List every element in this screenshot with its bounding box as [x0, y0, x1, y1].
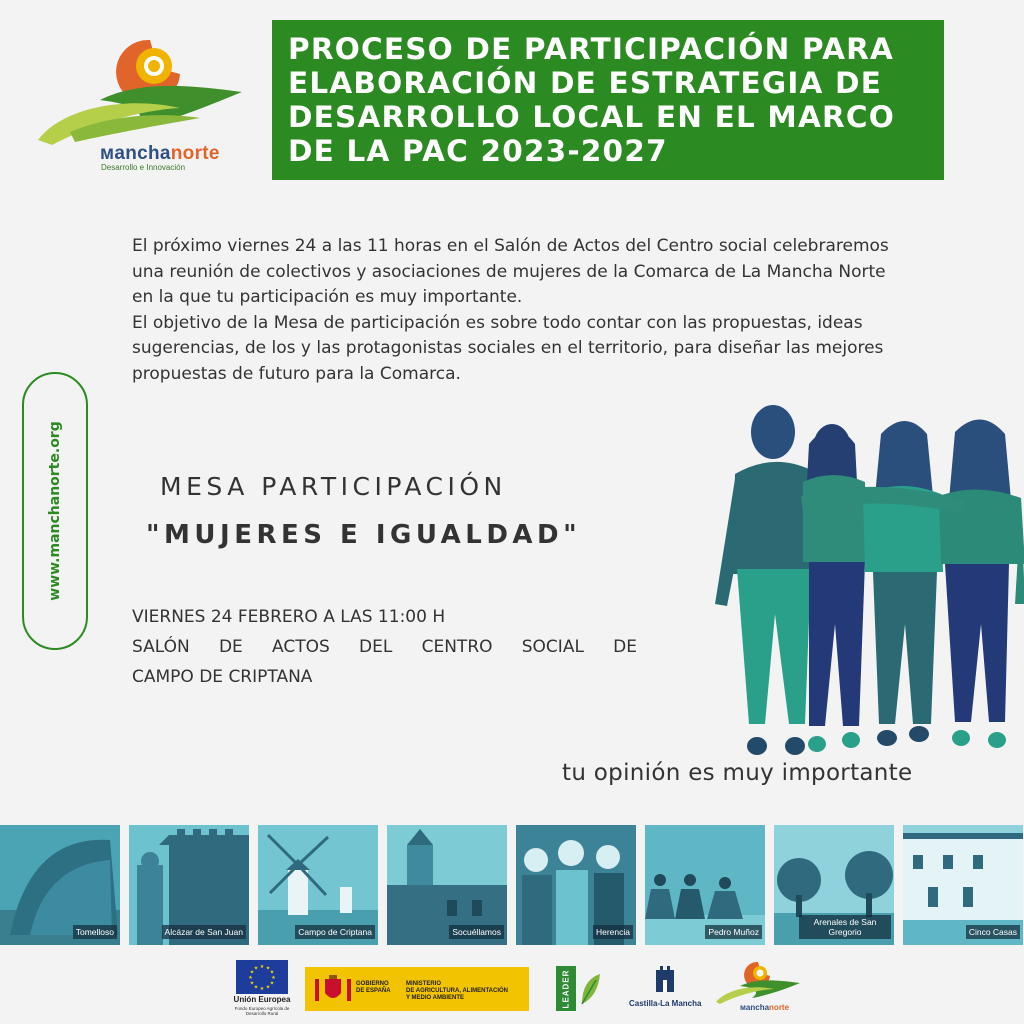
page-title: PROCESO DE PARTICIPACIÓN PARA ELABORACIÓN DE ESTRATEGIA DE DESARROLLO LOCAL EN EL MARCO DE LA PAC 2023-2027: [288, 32, 896, 168]
town-photo-arenales: [774, 825, 894, 945]
intro-paragraph-2: El objetivo de la Mesa de participación es sobre todo contar con las propuestas, ideas sugerencias, de los y las protagonistas sociales en el territorio, para diseñar las mejores propuestas de futuro para la Comarca.: [132, 312, 884, 384]
women-silhouettes-illustration: [705, 404, 1024, 760]
leader-leaf-icon: [578, 970, 604, 1010]
event-place-line-2: CAMPO DE CRIPTANA: [132, 667, 313, 687]
event-heading: MESA PARTICIPACIÓN: [160, 472, 507, 501]
svg-text:★: ★: [253, 984, 259, 991]
town-photo-tomelloso: [0, 825, 120, 945]
town-photo-herencia: [516, 825, 636, 945]
logo-wordmark: мanchanorte: [100, 143, 220, 164]
svg-text:★: ★: [259, 964, 265, 970]
svg-text:★: ★: [259, 986, 265, 992]
event-subheading: "MUJERES E IGUALDAD": [146, 520, 582, 550]
town-caption: Socuéllamos: [449, 925, 504, 939]
town-caption: Pedro Muñoz: [705, 925, 762, 939]
eu-flag-icon: [236, 960, 288, 994]
town-photo-alcazar: [129, 825, 249, 945]
town-caption: Alcázar de San Juan: [162, 925, 246, 939]
leader-label: LEADER: [561, 969, 571, 1009]
town-photo-pedro-munoz: [645, 825, 765, 945]
castilla-la-mancha-castle-icon: [654, 964, 676, 994]
town-photo-socuellamos: [387, 825, 507, 945]
svg-text:★: ★: [249, 969, 255, 976]
town-caption: Arenales de San Gregorio: [799, 915, 891, 939]
slogan: tu opinión es muy importante: [562, 760, 913, 786]
svg-text:★: ★: [269, 980, 275, 987]
eu-fund-label: Fondo Europeo Agrícola de Desarrollo Rural: [234, 1006, 290, 1016]
event-date: VIERNES 24 FEBRERO A LAS 11:00 H: [132, 607, 446, 627]
town-caption: Campo de Criptana: [295, 925, 375, 939]
government-label: GOBIERNO DE ESPAÑA: [356, 981, 391, 994]
eu-label: Unión Europea: [233, 995, 291, 1004]
svg-text:★: ★: [265, 984, 271, 991]
svg-text:★: ★: [265, 965, 271, 972]
footer-logo-wordmark: мanchanorte: [740, 1003, 790, 1012]
intro-paragraph-1: El próximo viernes 24 a las 11 horas en el Salón de Actos del Centro social celebraremos una reunión de colectivos y asociaciones de mujeres de la Comarca de La Mancha Norte en la que tu participación es muy importante.: [132, 236, 889, 307]
svg-text:★: ★: [249, 980, 255, 987]
town-caption: Herencia: [593, 925, 633, 939]
spain-coat-of-arms-icon: [313, 975, 353, 1005]
svg-text:★: ★: [253, 965, 259, 972]
intro-text: [132, 234, 902, 387]
town-caption: Tomelloso: [73, 925, 117, 939]
castilla-la-mancha-label: Castilla-La Mancha: [629, 999, 702, 1008]
town-photo-campo-de-criptana: [258, 825, 378, 945]
town-caption: Cinco Casas: [966, 925, 1020, 939]
svg-text:★: ★: [271, 975, 276, 981]
town-photo-cinco-casas: [903, 825, 1023, 945]
ministry-label: MINISTERIO DE AGRICULTURA, ALIMENTACIÓN Y MEDIO AMBIENTE: [406, 981, 508, 1001]
website-link[interactable]: www.manchanorte.org: [47, 421, 63, 601]
svg-text:★: ★: [248, 975, 253, 981]
svg-text:★: ★: [269, 969, 275, 976]
event-details: [132, 602, 637, 692]
logo-tagline: Desarrollo e Innovación: [101, 163, 186, 172]
event-place-line-1: SALÓN DE ACTOS DEL CENTRO SOCIAL DE: [132, 637, 637, 657]
